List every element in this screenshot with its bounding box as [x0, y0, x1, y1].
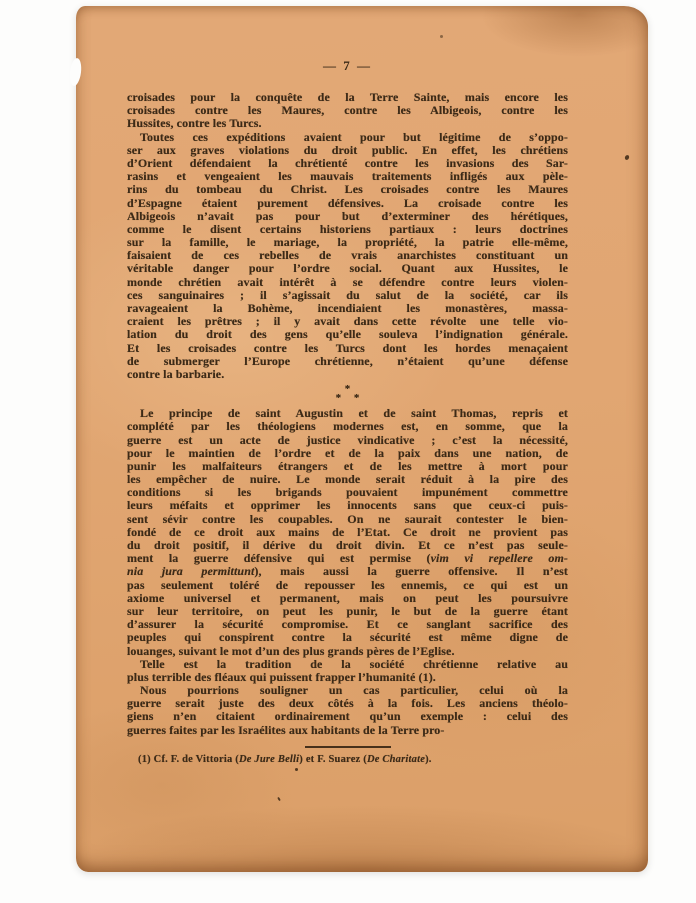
- text-line: guerres faites par les Israélites aux habitants de la Terre pro-: [127, 723, 445, 737]
- text-line: Nous pourrions souligner un cas particulier, celui où la: [140, 684, 568, 698]
- text-line: ment la guerre défensive qui est permise (vim vi repellere om-: [127, 552, 568, 566]
- text-line: leurs méfaits et opprimer les innocents sans que ceux-ci puis-: [127, 499, 568, 513]
- italic-text: nia jura permittunt: [127, 565, 255, 579]
- text-line: nia jura permittunt), mais aussi la guerre offensive. Il n’est: [127, 565, 568, 579]
- footnote-rule: [305, 746, 391, 748]
- body-text: [127, 91, 568, 766]
- text-line: véritable danger pour l’ordre social. Quant aux Hussites, le: [127, 262, 568, 276]
- paragraph: [127, 131, 568, 382]
- text-line: pour le maintien de l’ordre et de la paix dans une nation, de: [127, 446, 568, 460]
- footnote: (1) Cf. F. de Vittoria (De Jure Belli) et F. Suarez (De Charitate).: [138, 753, 432, 765]
- text-line: contre la barbarie.: [127, 367, 225, 381]
- italic-text: vim vi repellere om-: [430, 552, 568, 566]
- text-line: lation du droit des gens qu’elle souleva l’indignation générale.: [127, 328, 568, 342]
- text-line: plus terrible des fléaux qui puissent frapper l’humanité (1).: [127, 670, 436, 684]
- asterism-separator: [127, 385, 568, 403]
- text-line: fondé de ce droit aux mains de l’Etat. Ce droit ne provient pas: [127, 525, 568, 539]
- text-line: monde chrétien avait intérêt à se défendre contre leurs violen-: [127, 275, 568, 289]
- text-line: rins du tombeau du Christ. Les croisades contre les Maures: [127, 183, 568, 197]
- text-line: axiome universel et permanent, mais on peut les poursuivre: [127, 591, 568, 605]
- text-line: ces sanguinaires ; il s’agissait du salut de la société, car ils: [127, 288, 568, 302]
- text-line: Toutes ces expéditions avaient pour but légitime de s’oppo-: [140, 130, 568, 144]
- paragraph: [127, 407, 568, 658]
- italic-text: De Jure Belli: [238, 753, 300, 765]
- text-line: d’assurer la sécurité compromise. Et ce sanglant sacrifice des: [127, 618, 568, 632]
- text-line: giens n’en citaient ordinairement qu’un exemple : celui des: [127, 710, 568, 724]
- text-line: du droit positif, il dérive du droit divin. Et ce n’est pas seule-: [127, 539, 568, 552]
- text-line: guerre serait juste des deux côtés à la fois. Les anciens théolo-: [127, 697, 568, 711]
- text-line: les empêcher de nuire. Le monde serait réduit à la pire des: [127, 473, 568, 487]
- paragraph: [127, 91, 568, 131]
- text-line: pas seulement toléré de repousser les ennemis, ce qui est un: [127, 578, 568, 592]
- text-line: Albigeois n’avait pas pour but d’exterminer des hérétiques,: [127, 209, 568, 223]
- text-line: louanges, suivant le mot d’un des plus grands pères de l’Eglise.: [127, 644, 455, 658]
- paragraph: [127, 658, 568, 684]
- asterism-line: *: [344, 383, 356, 396]
- text-line: croisades pour la conquête de la Terre Sainte, mais encore les: [127, 91, 568, 104]
- text-line: Et les croisades contre les Turcs dont les hordes menaçaient: [127, 341, 568, 355]
- text-line: Le principe de saint Augustin et de saint Thomas, repris et: [140, 407, 568, 421]
- ink-speck: [277, 797, 281, 801]
- text-line: conditions si les brigands pouvaient impunément commettre: [127, 486, 568, 500]
- paragraph-blocks: [127, 91, 568, 737]
- paragraph: [127, 684, 568, 737]
- text-line: punir les malfaiteurs étrangers et de les mettre à mort pour: [127, 459, 568, 473]
- torn-edge-notch: [68, 57, 82, 86]
- text-line: d’Orient défendaient la chrétienté contre les invasions des Sar-: [127, 156, 568, 170]
- text-line: sent sévir contre les coupables. On ne saurait contester le bien-: [127, 512, 568, 526]
- italic-text: De Charitate: [366, 753, 426, 765]
- ink-speck: [624, 154, 630, 160]
- asterism-line: * *: [335, 392, 365, 405]
- paper-sheet: [76, 6, 648, 872]
- text-line: Hussites, contre les Turcs.: [127, 117, 262, 131]
- text-line: comme le disent certains historiens partiaux : leurs doctrines: [127, 222, 568, 236]
- text-line: Telle est la tradition de la société chrétienne relative au: [140, 657, 568, 671]
- text-line: de submerger l’Europe chrétienne, n’étaient qu’une défense: [127, 354, 568, 368]
- text-line: sur leur territoire, on peut les punir, le but de la guerre étant: [127, 604, 568, 618]
- ink-speck: [295, 768, 298, 771]
- ink-speck: [440, 35, 443, 38]
- text-line: d’Espagne étaient purement défensives. La croisade contre les: [127, 196, 568, 210]
- text-line: peuples qui conspirent contre la sécurité est même digne de: [127, 631, 568, 645]
- text-line: rasins et vengeaient les mauvais traitements infligés aux pèle-: [127, 170, 568, 184]
- text-line: sur la famille, le mariage, la propriété, la patrie elle-même,: [127, 236, 568, 250]
- page-number: — 7 —: [323, 58, 372, 73]
- text-line: complété par les théologiens modernes est, en somme, que la: [127, 420, 568, 434]
- text-line: croisades contre les Maures, contre les Albigeois, contre les: [127, 104, 568, 118]
- text-line: ser aux graves violations du droit public. En effet, les chrétiens: [127, 143, 568, 157]
- text-line: faisaient de ces rebelles de vrais anarchistes constituant un: [127, 249, 568, 263]
- text-line: guerre est un acte de justice vindicative ; c’est la nécessité,: [127, 433, 568, 447]
- text-line: craient les prêtres ; il y avait dans cette révolte une telle vio-: [127, 315, 568, 329]
- text-line: ravageaient la Bohème, incendiaient les monastères, massa-: [127, 302, 568, 315]
